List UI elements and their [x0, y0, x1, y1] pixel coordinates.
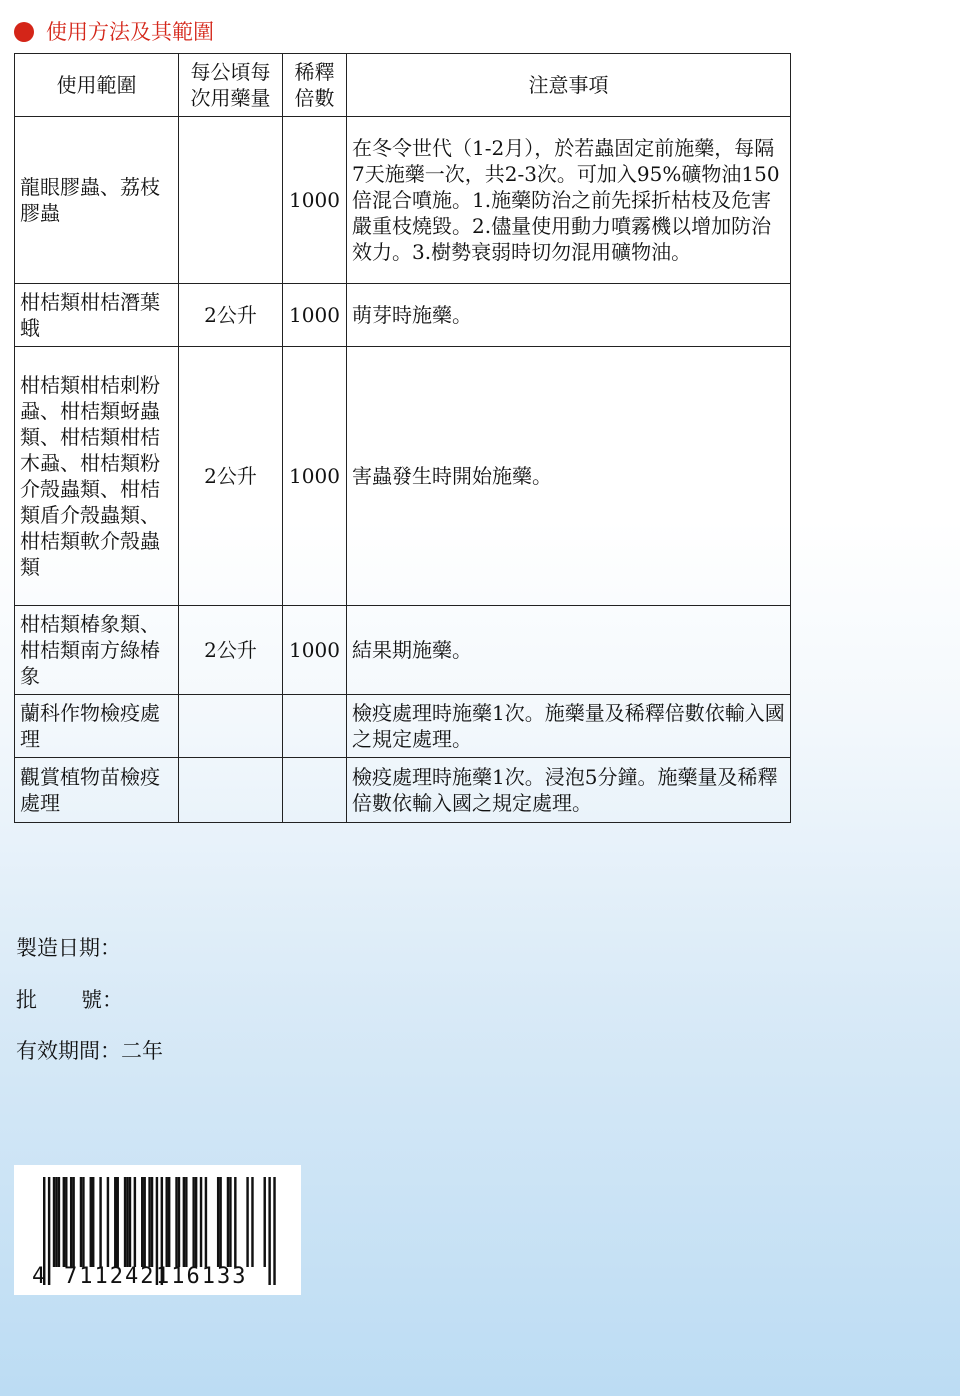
cell-amount: 2公升: [179, 284, 283, 347]
cell-amount: [179, 758, 283, 823]
red-bullet-icon: [14, 22, 34, 42]
batch-number-label: [16, 986, 123, 1014]
barcode-bar: [166, 1177, 168, 1267]
cell-dilution: 1000: [283, 117, 347, 284]
barcode-bar: [151, 1177, 153, 1267]
table-header-row: [15, 54, 791, 117]
barcode-bar: [70, 1177, 72, 1267]
cell-notes: 結果期施藥。: [347, 606, 791, 695]
cell-scope: 蘭科作物檢疫處理: [15, 695, 179, 758]
barcode-bar: [58, 1177, 60, 1267]
cell-dilution: 1000: [283, 606, 347, 695]
cell-notes: 害蟲發生時開始施藥。: [347, 347, 791, 606]
header-dilution: 稀釋倍數: [283, 54, 347, 117]
barcode-bar: [99, 1177, 101, 1267]
cell-amount: 2公升: [179, 347, 283, 606]
manufacture-date-label: 製造日期：: [16, 936, 121, 960]
barcode-bar: [143, 1177, 145, 1267]
cell-dilution: [283, 695, 347, 758]
barcode-bar: [114, 1177, 116, 1267]
barcode-bar: [217, 1177, 219, 1267]
barcode-bar: [148, 1177, 150, 1267]
barcode-bar: [168, 1177, 170, 1267]
cell-notes: 檢疫處理時施藥1次。浸泡5分鐘。施藥量及稀釋倍數依輸入國之規定處理。: [347, 758, 791, 823]
batch-label-char2: 號：: [81, 988, 123, 1012]
barcode-bar: [90, 1177, 92, 1267]
barcode-bar: [185, 1177, 187, 1267]
cell-amount: [179, 117, 283, 284]
batch-label-char1: 批: [16, 988, 37, 1012]
table-row: [15, 695, 791, 758]
barcode-guard-bar: [268, 1177, 270, 1285]
cell-scope: 觀賞植物苗檢疫處理: [15, 758, 179, 823]
table-row: [15, 117, 791, 284]
barcode-bar: [134, 1177, 136, 1267]
barcode-bar: [124, 1177, 126, 1267]
barcode-digits-right: 116133: [156, 1264, 248, 1289]
cell-scope: 柑桔類椿象類、柑桔類南方綠椿象: [15, 606, 179, 695]
cell-amount: 2公升: [179, 606, 283, 695]
barcode-bar: [175, 1177, 177, 1267]
validity-period-label: 有效期間：二年: [16, 1039, 163, 1063]
header-amount: 每公頃每次用藥量: [179, 54, 283, 117]
table-row: [15, 284, 791, 347]
cell-scope: 柑桔類柑桔刺粉蝨、柑桔類蚜蟲類、柑桔類柑桔木蝨、柑桔類粉介殼蟲類、柑桔類盾介殼蟲類、柑桔類軟介殼蟲類: [15, 347, 179, 606]
cell-dilution: [283, 758, 347, 823]
cell-scope: 龍眼膠蟲、荔枝膠蟲: [15, 117, 179, 284]
header-notes: 注意事項: [347, 54, 791, 117]
usage-table: [14, 53, 791, 823]
barcode-bar: [234, 1177, 236, 1267]
barcode-bar: [178, 1177, 180, 1267]
barcode-guard-bar: [48, 1177, 50, 1285]
barcode-guard-bar: [273, 1177, 275, 1285]
barcode-bar: [264, 1177, 266, 1267]
barcode-bar: [72, 1177, 74, 1267]
header-scope: 使用範圍: [15, 54, 179, 117]
table-row: [15, 606, 791, 695]
barcode-bar: [192, 1177, 194, 1267]
table-row: [15, 758, 791, 823]
barcode-bar: [53, 1177, 55, 1267]
table-row: [15, 347, 791, 606]
barcode-bar: [195, 1177, 197, 1267]
barcode-bar: [65, 1177, 67, 1267]
cell-scope: 柑桔類柑桔潛葉蛾: [15, 284, 179, 347]
section-title: 使用方法及其範圍: [46, 20, 214, 44]
cell-dilution: 1000: [283, 347, 347, 606]
cell-notes: 在冬令世代（1-2月），於若蟲固定前施藥，每隔7天施藥一次，共2-3次。可加入95%礦物油150倍混合噴施。1.施藥防治之前先採折枯枝及危害嚴重枝燒毀。2.儘量使用動力噴霧機以增加防治效力。3.樹勢衰弱時切勿混用礦物油。: [347, 117, 791, 284]
cell-amount: [179, 695, 283, 758]
barcode-bar: [251, 1177, 253, 1267]
barcode-bar: [183, 1177, 185, 1267]
barcode-bar: [126, 1177, 128, 1267]
barcode-bar: [141, 1177, 143, 1267]
barcode-bar: [117, 1177, 119, 1267]
barcode-bar: [129, 1177, 131, 1267]
barcode-bar: [219, 1177, 221, 1267]
barcode-bar: [200, 1177, 202, 1267]
barcode-bar: [82, 1177, 84, 1267]
cell-dilution: 1000: [283, 284, 347, 347]
cell-notes: 檢疫處理時施藥1次。施藥量及稀釋倍數依輸入國之規定處理。: [347, 695, 791, 758]
cell-notes: 萌芽時施藥。: [347, 284, 791, 347]
barcode-bar: [63, 1177, 65, 1267]
barcode-bar: [229, 1177, 231, 1267]
barcode-digits-left: 711242: [64, 1264, 156, 1289]
barcode-bar: [107, 1177, 109, 1267]
barcode-graphic: [14, 1165, 301, 1295]
barcode-bar: [80, 1177, 82, 1267]
barcode: [14, 1165, 301, 1295]
barcode-bar: [92, 1177, 94, 1267]
barcode-bar: [246, 1177, 248, 1267]
barcode-bar: [205, 1177, 207, 1267]
barcode-digit-first: 4: [32, 1264, 46, 1289]
barcode-bar: [55, 1177, 57, 1267]
section-heading: [14, 18, 214, 46]
barcode-bar: [227, 1177, 229, 1267]
